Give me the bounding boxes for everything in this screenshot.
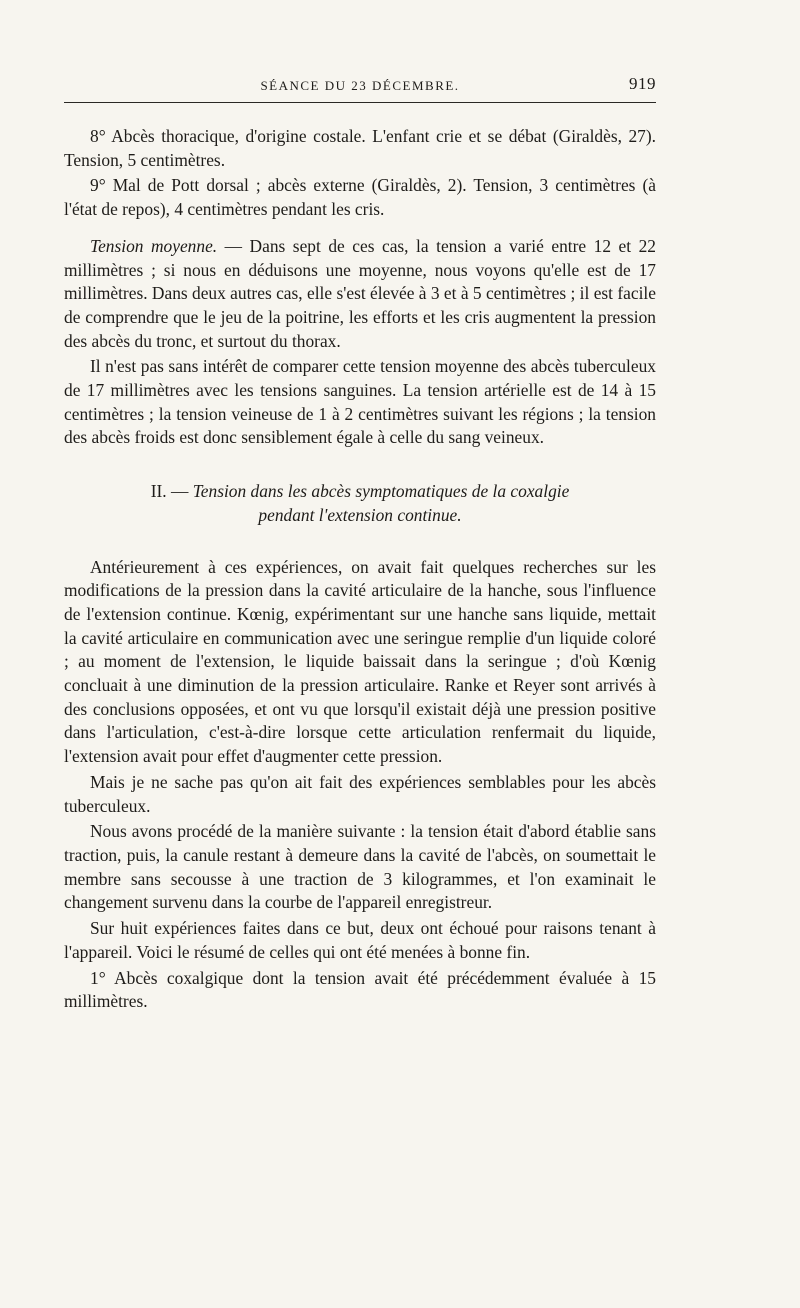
page-body — [64, 125, 656, 1014]
paragraph-text: — Dans sept de ces cas, la tension a varié entre 12 et 22 millimètres ; si nous en déduisons une moyenne, nous voyons qu'elle est de 17 millimètres. Dans deux autres cas, elle s'est élevée à 3 et à 5 centimètres ; il est facile de comprendre que le jeu de la poitrine, les efforts et les cris augmentent la pression des abcès du tronc, et surtout du thorax. — [64, 235, 656, 351]
page-header — [64, 72, 656, 103]
section-number: II. — — [150, 481, 189, 502]
page-number: 919 — [629, 74, 656, 93]
paragraph-item-1: 1° Abcès coxalgique dont la tension avait été précédemment évaluée à 15 millimètres. — [64, 967, 656, 1012]
paragraph-item-8: 8° Abcès thoracique, d'origine costale. L'enfant crie et se débat (Giraldès, 27). Tension, 5 centimètres. — [64, 126, 656, 170]
paragraph-tension-moyenne — [64, 235, 656, 354]
paragraph-anterieurement: Antérieurement à ces expériences, on avait fait quelques recherches sur les modifications de la pression dans la cavité articulaire de la hanche, sous l'influence de l'extension continue. Kœnig, expérimentant sur une hanche sans liquide, mettait la cavité articulaire en communication avec une seringue remplie d'un liquide coloré ; au moment de l'extension, le liquide baissait dans la seringue ; d'où Kœnig concluait à une diminution de la pression articulaire. Ranke et Reyer sont arrivés à des conclusions opposées, et ont vu que lorsqu'il existait déjà une pression positive dans l'articulation, c'est-à-dire lorsque cette articulation renfermait du liquide, l'extension avait pour effet d'augmenter cette pression. — [64, 556, 656, 767]
running-title: SÉANCE DU 23 DÉCEMBRE. — [260, 78, 460, 93]
section-title-line-1: Tension dans les abcès symptomatiques de la coxalgie — [192, 481, 570, 502]
section-heading — [64, 480, 656, 527]
paragraph-sur-huit: Sur huit expériences faites dans ce but, deux ont échoué pour raisons tenant à l'appareil. Voici le résumé de celles qui ont été menées à bonne fin. — [64, 918, 656, 962]
paragraph-lead-italic: Tension moyenne. — [90, 235, 218, 256]
section-title-line-2: pendant l'extension continue. — [258, 504, 462, 525]
paragraph-item-9: 9° Mal de Pott dorsal ; abcès externe (Giraldès, 2). Tension, 3 centimètres (à l'état de repos), 4 centimètres pendant les cris. — [64, 175, 656, 220]
book-page — [64, 72, 656, 1016]
section-heading-line-1 — [64, 480, 656, 504]
paragraph-interet: Il n'est pas sans intérêt de comparer cette tension moyenne des abcès tuberculeux de 17 millimètres avec les tensions sanguines. La tension artérielle est de 14 à 15 centimètres ; la tension veineuse de 1 à 2 centimètres suivant les régions ; la tension des abcès froids est donc sensiblement égale à celle du sang veineux. — [64, 356, 656, 448]
paragraph-mais: Mais je ne sache pas qu'on ait fait des expériences semblables pour les abcès tuberculeux. — [64, 771, 656, 816]
paragraph-nous-avons: Nous avons procédé de la manière suivante : la tension était d'abord établie sans traction, puis, la canule restant à demeure dans la cavité de l'abcès, on soumettait le membre sans secousse à une traction de 3 kilogrammes, et l'on examinait le changement survenu dans la courbe de l'appareil enregistreur. — [64, 821, 656, 913]
